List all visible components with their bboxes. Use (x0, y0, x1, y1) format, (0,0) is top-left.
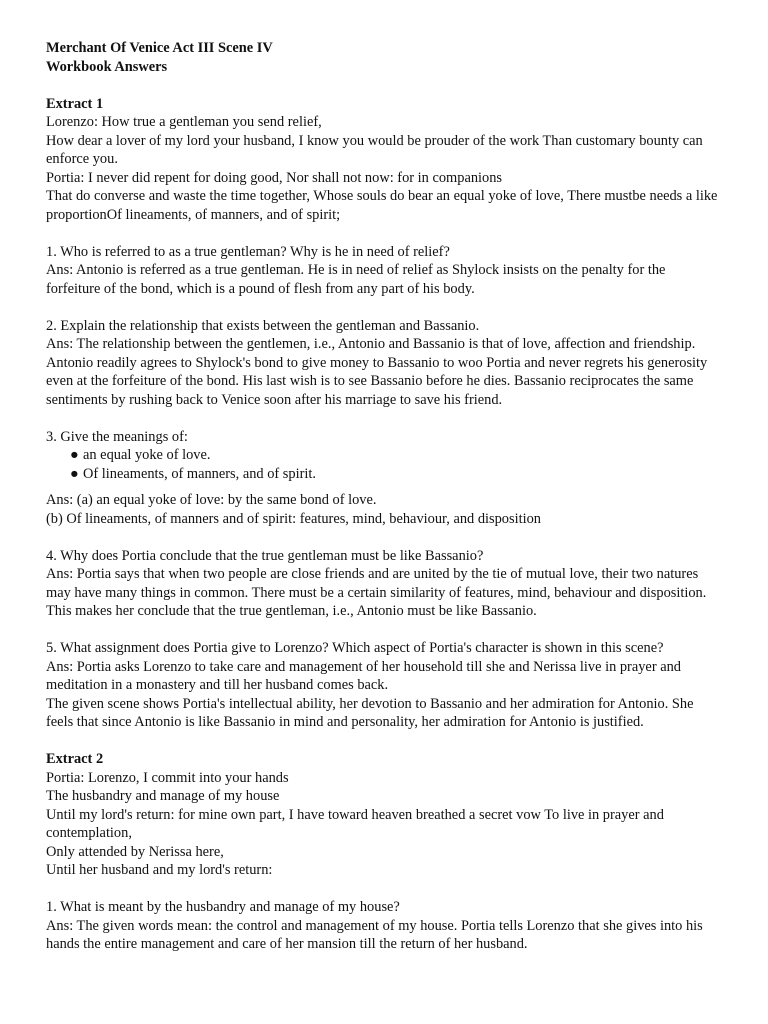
question-5: 5. What assignment does Portia give to Lorenzo? Which aspect of Portia's character is shown in this scene? (46, 640, 664, 656)
meanings-list (46, 446, 722, 483)
extract-2-question-1: 1. What is meant by the husbandry and manage of my house? (46, 899, 400, 915)
question-2: 2. Explain the relationship that exists between the gentleman and Bassanio. (46, 317, 480, 334)
answer-5-extra: The given scene shows Portia's intellectual ability, her devotion to Bassanio and her admiration for Antonio. She feels that since Antonio is like Bassanio in mind and personality, her admiration for Antonio is justified. (46, 695, 694, 730)
document-subtitle: Workbook Answers (46, 58, 168, 75)
answer-3a: Ans: (a) an equal yoke of love: by the same bond of love. (46, 492, 377, 508)
extract-2-line: Only attended by Nerissa here, (46, 843, 224, 860)
question-1: 1. Who is referred to as a true gentleman? Why is he in need of relief? (46, 243, 450, 260)
answer-3b: (b) Of lineaments, of manners and of spirit: features, mind, behaviour, and disposition (46, 510, 541, 527)
answer-4: Ans: Portia says that when two people are close friends and are united by the tie of mutual love, their two natures may have many things in common. There must be a certain similarity of features, mind, behaviour and disposition. This makes her conclude that the true gentleman, i.e., Antonio must be like Bassanio. (46, 566, 707, 619)
answer-5: Ans: Portia asks Lorenzo to take care and management of her household till she and Nerissa live in prayer and meditation in a monastery and till her husband comes back. (46, 658, 681, 693)
answer-1: Ans: Antonio is referred as a true gentleman. He is in need of relief as Shylock insists on the penalty for the forfeiture of the bond, which is a pound of flesh from any part of his body. (46, 262, 666, 297)
extract-1-line: Portia: I never did repent for doing good, Nor shall not now: for in companions (46, 169, 503, 186)
extract-2-line: Until her husband and my lord's return: (46, 862, 273, 878)
extract-2-line: Until my lord's return: for mine own part, I have toward heaven breathed a secret vow To live in prayer and contemplation, (46, 806, 664, 841)
extract-1-line: Lorenzo: How true a gentleman you send relief, (46, 114, 322, 130)
question-4: 4. Why does Portia conclude that the true gentleman must be like Bassanio? (46, 547, 484, 564)
answer-2: Ans: The relationship between the gentlemen, i.e., Antonio and Bassanio is that of love, affection and friendship. Antonio readily agrees to Shylock's bond to give money to Bassanio to woo Portia and never regrets his generosity even at the forfeiture of the bond. His last wish is to see Bassanio before he dies. Bassanio reciprocates the same sentiments by rushing back to Venice soon after his marriage to save his friend. (46, 336, 708, 408)
document-page (46, 39, 722, 954)
extract-2-line: The husbandry and manage of my house (46, 788, 280, 804)
extract-2-answer-1: Ans: The given words mean: the control and management of my house. Portia tells Lorenzo that she gives into his hands the entire management and care of her mansion till the return of her husband. (46, 917, 703, 952)
bullet-icon: ● (70, 447, 79, 463)
extract-2-heading: Extract 2 (46, 751, 104, 767)
extract-1-line: How dear a lover of my lord your husband, I know you would be prouder of the work Than customary bounty can enforce you. (46, 132, 703, 167)
extract-1-line: That do converse and waste the time together, Whose souls do bear an equal yoke of love, There mustbe needs a like proportionOf lineaments, of manners, and of spirit; (46, 188, 718, 223)
document-title: Merchant Of Venice Act III Scene IV (46, 40, 273, 56)
question-3: 3. Give the meanings of: (46, 428, 188, 445)
extract-2-line: Portia: Lorenzo, I commit into your hands (46, 769, 289, 786)
list-item: ● Of lineaments, of manners, and of spirit. (70, 465, 316, 482)
extract-1-heading: Extract 1 (46, 95, 104, 112)
list-item: ● an equal yoke of love. (70, 447, 211, 463)
bullet-icon: ● (70, 465, 79, 482)
